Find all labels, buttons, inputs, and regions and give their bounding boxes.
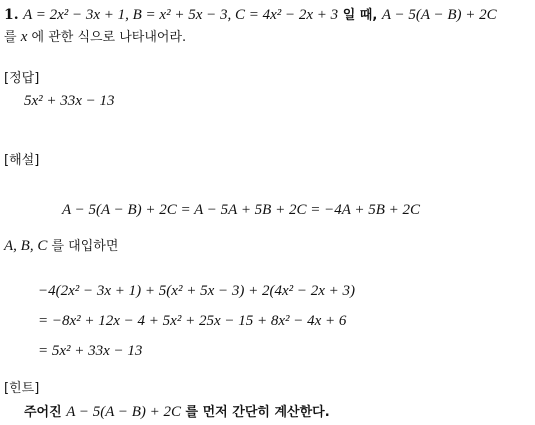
problem-line2-suffix: 에 관한 식으로 나타내어라. xyxy=(27,30,187,45)
substitute-variables: A, B, C xyxy=(4,238,48,254)
answer-label: [정답] xyxy=(4,71,40,86)
problem-target-expression: A − 5(A − B) + 2C xyxy=(381,7,497,23)
substitute-line xyxy=(4,237,118,256)
problem-statement-line2 xyxy=(4,28,186,47)
problem-variable: x xyxy=(20,29,28,45)
explanation-main-equation: A − 5(A − B) + 2C = A − 5A + 5B + 2C = −4A + 5B + 2C xyxy=(62,202,421,218)
problem-definitions: A = 2x² − 3x + 1, B = x² + 5x − 3, C = 4x² − 2x + 3 xyxy=(23,7,339,23)
explanation-label: [해설] xyxy=(4,153,40,168)
problem-condition-text: 일 때, xyxy=(338,8,382,23)
hint-label: [힌트] xyxy=(4,381,40,396)
hint-suffix: 를 먼저 간단히 계산한다. xyxy=(181,405,330,420)
hint-text xyxy=(24,403,330,422)
hint-prefix: 주어진 xyxy=(24,405,67,420)
substitute-text: 를 대입하면 xyxy=(47,239,119,254)
explanation-step-2: = −8x² + 12x − 4 + 5x² + 25x − 15 + 8x² − 4x + 6 xyxy=(38,313,347,329)
problem-line2-prefix: 를 xyxy=(4,30,21,45)
problem-statement-line1 xyxy=(4,6,497,25)
explanation-step-1: −4(2x² − 3x + 1) + 5(x² + 5x − 3) + 2(4x² − 2x + 3) xyxy=(38,283,356,299)
explanation-step-3: = 5x² + 33x − 13 xyxy=(38,343,143,359)
problem-number: 1. xyxy=(4,7,19,23)
answer-value: 5x² + 33x − 13 xyxy=(24,93,115,109)
hint-expression: A − 5(A − B) + 2C xyxy=(66,404,182,420)
